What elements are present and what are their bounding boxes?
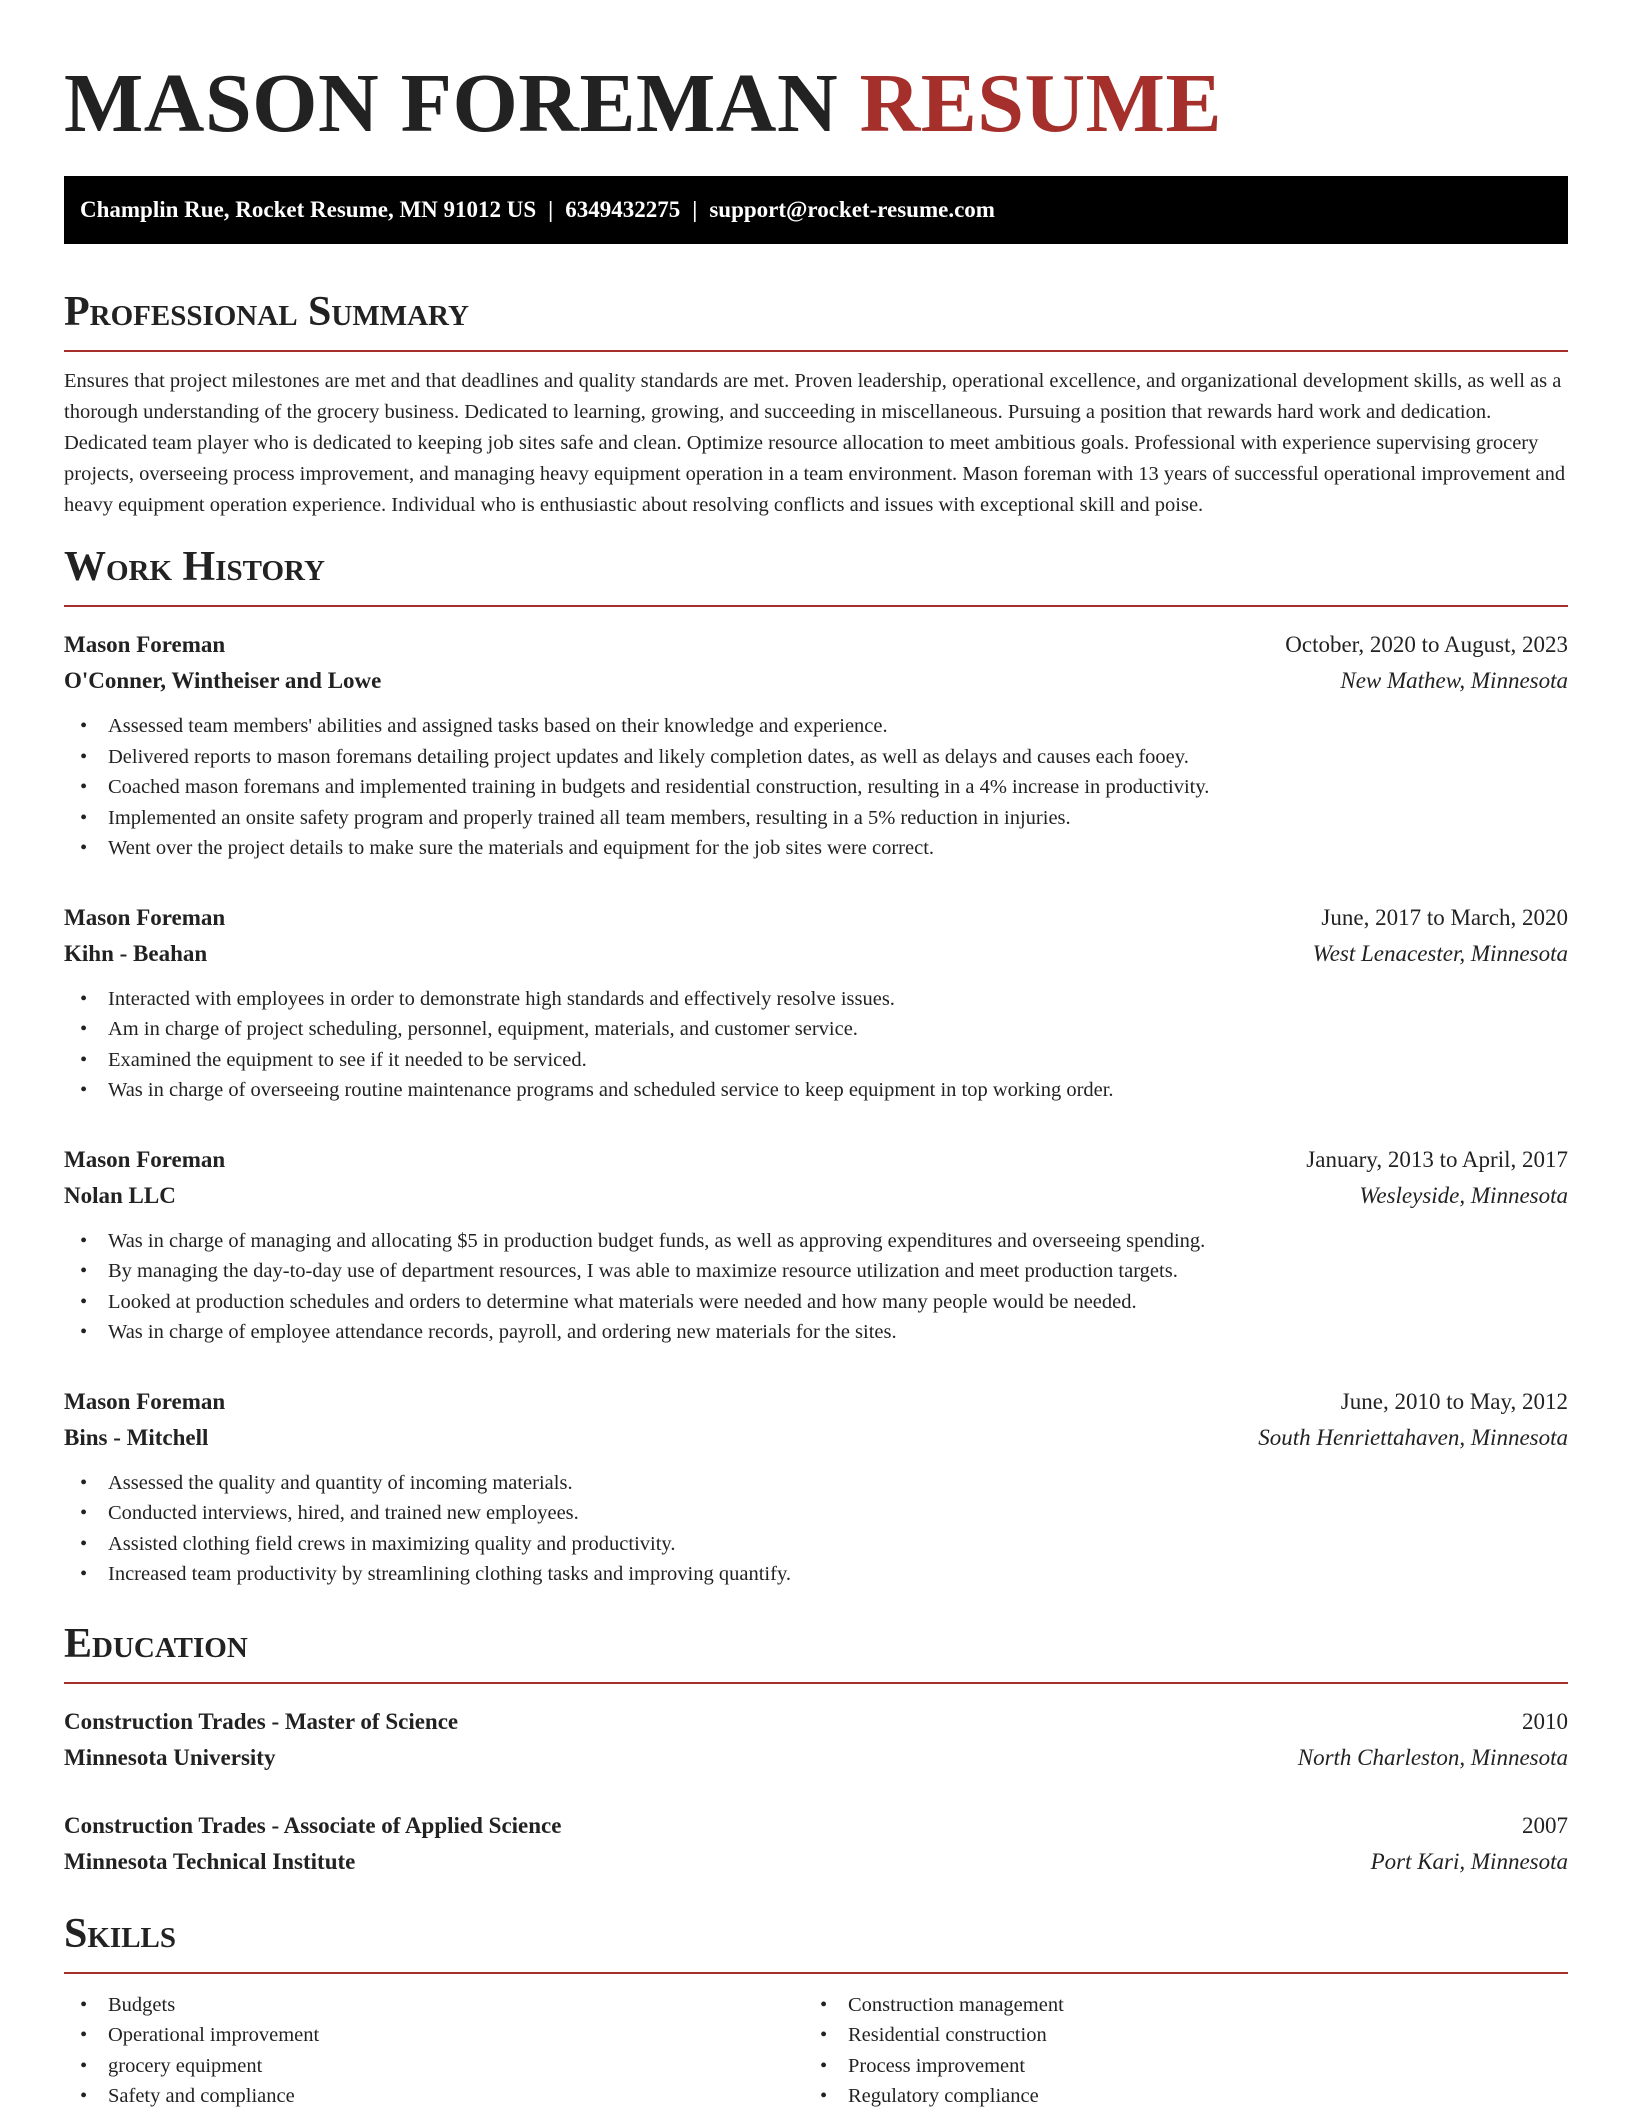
job-bullet: • Looked at production schedules and orders to determine what materials were needed and how many people would be needed. (64, 1287, 1568, 1318)
job-bullet: • Assisted clothing field crews in maximizing quality and productivity. (64, 1529, 1568, 1560)
contact-phone: 6349432275 (565, 197, 681, 222)
job-location: South Henriettahaven, Minnesota (1258, 1424, 1568, 1450)
job-bullet: • Implemented an onsite safety program and properly trained all team members, resulting in a 5% reduction in injuries. (64, 803, 1568, 834)
job-title: Mason Foreman (64, 1388, 226, 1414)
job-bullet: • Am in charge of project scheduling, personnel, equipment, materials, and customer service. (64, 1014, 1568, 1045)
section-divider (64, 1682, 1568, 1684)
contact-address: Champlin Rue, Rocket Resume, MN 91012 US (80, 197, 537, 222)
education-entry (64, 1808, 1568, 1880)
section-divider (64, 1972, 1568, 1974)
skill-item: • Construction management (804, 1990, 1544, 2021)
contact-email: support@rocket-resume.com (709, 197, 995, 222)
job-bullet: • Assessed team members' abilities and assigned tasks based on their knowledge and experience. (64, 711, 1568, 742)
resume-title (64, 0, 1568, 152)
job-bullet: • Assessed the quality and quantity of incoming materials. (64, 1468, 1568, 1499)
candidate-name: MASON FOREMAN (64, 57, 839, 150)
skills-heading: Skills (64, 1910, 177, 1957)
job-bullet: • Increased team productivity by streamlining clothing tasks and improving quantify. (64, 1559, 1568, 1590)
education-year: 2010 (1522, 1708, 1568, 1734)
skill-item: • Process improvement (804, 2051, 1544, 2082)
skill-item: • Safety and compliance (64, 2081, 804, 2112)
job-bullets (64, 1226, 1568, 1348)
job-entry (64, 1384, 1568, 1590)
job-bullet: • By managing the day-to-day use of department resources, I was able to maximize resource utilization and meet production targets. (64, 1256, 1568, 1287)
job-bullet: • Went over the project details to make sure the materials and equipment for the job sites were correct. (64, 833, 1568, 864)
job-bullet: • Was in charge of employee attendance records, payroll, and ordering new materials for the sites. (64, 1317, 1568, 1348)
job-dates: June, 2017 to March, 2020 (1321, 904, 1568, 930)
job-bullet: • Conducted interviews, hired, and trained new employees. (64, 1498, 1568, 1529)
education-degree: Construction Trades - Master of Science (64, 1708, 459, 1734)
job-company: Nolan LLC (64, 1182, 176, 1208)
skills-list (64, 1990, 1568, 2112)
summary-text: Ensures that project milestones are met and that deadlines and quality standards are met. Proven leadership, operational excellence, and organizational development skills, as well as a thorough understanding of the grocery business. Dedicated to learning, growing, and succeeding in miscellaneous. Pursuing a position that rewards hard work and dedication. Dedicated team player who is dedicated to keeping job sites safe and clean. Optimize resource allocation to meet ambitious goals. Professional with experience supervising grocery projects, overseeing process improvement, and managing heavy equipment operation in a team environment. Mason foreman with 13 years of successful operational improvement and heavy equipment operation experience. Individual who is enthusiastic about resolving conflicts and issues with exceptional skill and poise. (64, 370, 1566, 516)
job-bullets (64, 711, 1568, 864)
job-location: Wesleyside, Minnesota (1359, 1182, 1568, 1208)
job-location: West Lenacester, Minnesota (1312, 940, 1568, 966)
education-location: Port Kari, Minnesota (1370, 1848, 1568, 1874)
skills-column-right (804, 1990, 1544, 2112)
education-school: Minnesota University (64, 1744, 276, 1770)
education-degree: Construction Trades - Associate of Applied Science (64, 1812, 562, 1838)
job-company: O'Conner, Wintheiser and Lowe (64, 668, 382, 693)
job-title: Mason Foreman (64, 904, 226, 930)
section-divider (64, 605, 1568, 607)
section-divider (64, 350, 1568, 352)
skill-item: • grocery equipment (64, 2051, 804, 2082)
job-location: New Mathew, Minnesota (1340, 668, 1568, 693)
job-bullet: • Was in charge of overseeing routine maintenance programs and scheduled service to keep equipment in top working order. (64, 1075, 1568, 1106)
job-bullet: • Delivered reports to mason foremans detailing project updates and likely completion dates, as well as delays and causes each fooey. (64, 742, 1568, 773)
job-bullet: • Coached mason foremans and implemented training in budgets and residential construction, resulting in a 4% increase in productivity. (64, 772, 1568, 803)
job-company: Kihn - Beahan (64, 940, 208, 966)
job-title: Mason Foreman (64, 632, 226, 657)
education-school: Minnesota Technical Institute (64, 1848, 356, 1874)
education-location: North Charleston, Minnesota (1297, 1744, 1568, 1770)
job-dates: October, 2020 to August, 2023 (1285, 632, 1568, 657)
job-entry (64, 900, 1568, 1106)
job-bullets (64, 984, 1568, 1106)
skill-item: • Residential construction (804, 2020, 1544, 2051)
resume-word: RESUME (859, 57, 1222, 150)
skill-item: • Budgets (64, 1990, 804, 2021)
job-dates: January, 2013 to April, 2017 (1306, 1146, 1568, 1172)
skills-column-left (64, 1990, 804, 2112)
job-entry (64, 627, 1568, 864)
education-heading: Education (64, 1620, 248, 1667)
job-bullet: • Was in charge of managing and allocating $5 in production budget funds, as well as approving expenditures and overseeing spending. (64, 1226, 1568, 1257)
job-bullet: • Examined the equipment to see if it needed to be serviced. (64, 1045, 1568, 1076)
job-title: Mason Foreman (64, 1146, 226, 1172)
job-entry (64, 1142, 1568, 1348)
job-company: Bins - Mitchell (64, 1424, 209, 1450)
work-history-heading: Work History (64, 544, 325, 590)
skill-item: • Regulatory compliance (804, 2081, 1544, 2112)
job-dates: June, 2010 to May, 2012 (1340, 1388, 1568, 1414)
job-bullets (64, 1468, 1568, 1590)
education-year: 2007 (1522, 1812, 1568, 1838)
summary-heading: Professional Summary (64, 289, 469, 335)
contact-bar (64, 176, 1568, 244)
contact-separator: | (692, 197, 698, 222)
job-bullet: • Interacted with employees in order to demonstrate high standards and effectively resolve issues. (64, 984, 1568, 1015)
contact-separator: | (548, 197, 554, 222)
skill-item: • Operational improvement (64, 2020, 804, 2051)
education-entry (64, 1704, 1568, 1776)
